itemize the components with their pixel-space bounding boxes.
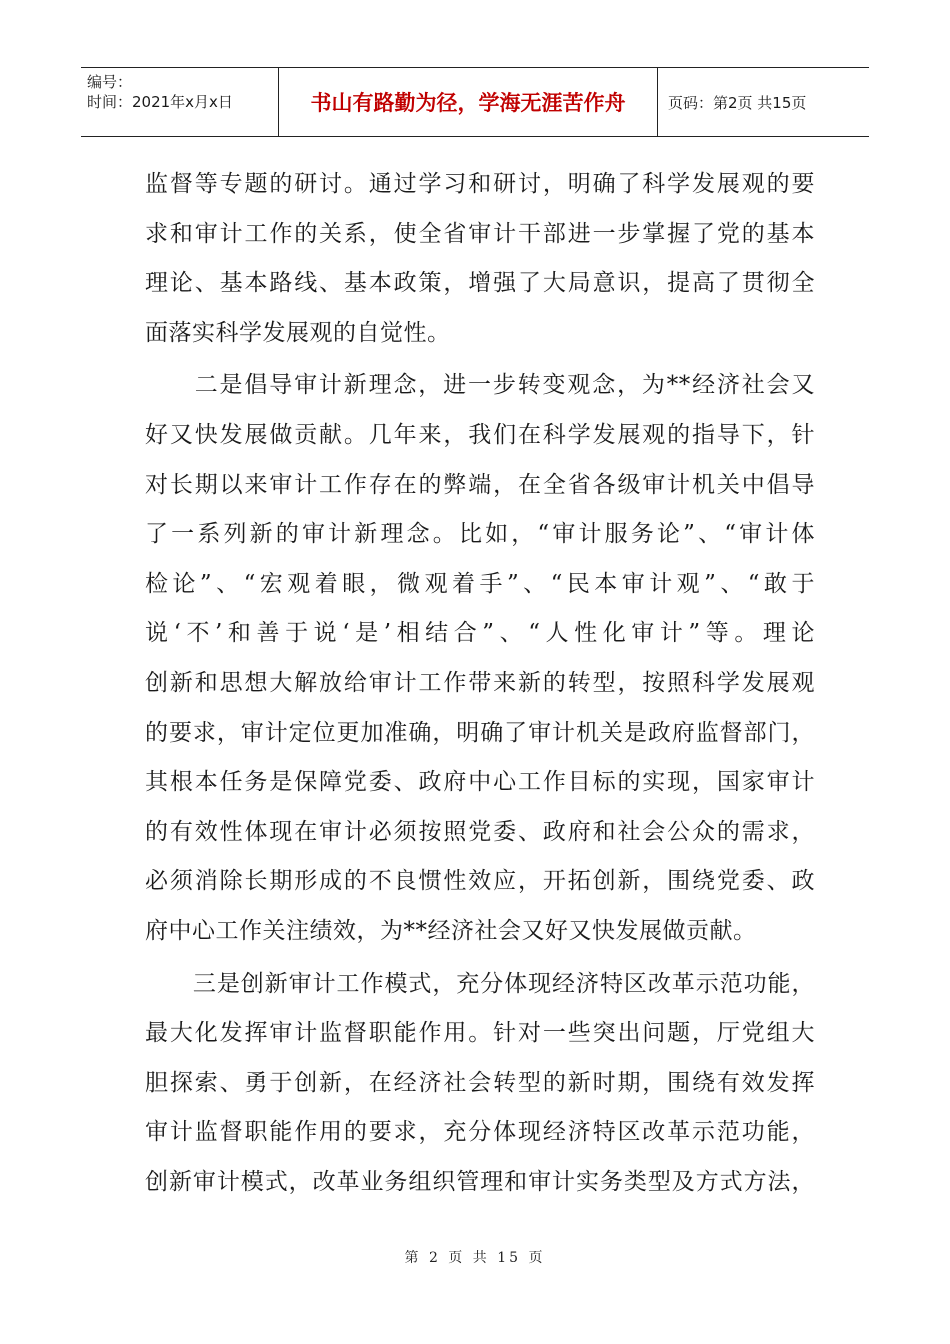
body-line: 了一系列新的审计新理念。比如，“审计服务论”、“审计体 <box>145 521 815 548</box>
body-line: 说‘不’和善于说‘是’相结合”、“人性化审计”等。理论 <box>145 620 815 647</box>
body-line: 的有效性体现在审计必须按照党委、政府和社会公众的需求， <box>145 818 815 845</box>
body-line: 府中心工作关注绩效，为**经济社会又好又快发展做贡献。 <box>145 917 757 944</box>
body-line: 的要求，审计定位更加准确，明确了审计机关是政府监督部门， <box>145 719 815 746</box>
body-line: 审计监督职能作用的要求，充分体现经济特区改革示范功能， <box>145 1119 815 1146</box>
document-date: 时间：2021年x月x日 <box>87 93 233 111</box>
body-line: 好又快发展做贡献。几年来，我们在科学发展观的指导下，针 <box>145 421 815 448</box>
body-line: 二是倡导审计新理念，进一步转变观念，为**经济社会又 <box>145 372 815 399</box>
document-number-label: 编号： <box>87 73 133 91</box>
document-body <box>145 160 815 1207</box>
page-footer: 第 2 页 共 15 页 <box>404 1250 546 1266</box>
body-line: 监督等专题的研讨。通过学习和研讨，明确了科学发展观的要 <box>145 171 815 197</box>
body-line: 求和审计工作的关系，使全省审计干部进一步掌握了党的基本 <box>145 220 815 247</box>
header-motto: 书山有路勤为径，学海无涯苦作舟 <box>279 68 658 136</box>
body-line: 面落实科学发展观的自觉性。 <box>145 319 451 346</box>
body-line: 对长期以来审计工作存在的弊端，在全省各级审计机关中倡导 <box>145 471 815 498</box>
body-line: 检论”、“宏观着眼，微观着手”、“民本审计观”、“敢于 <box>145 570 815 597</box>
page-header <box>81 67 869 137</box>
header-meta <box>81 68 279 136</box>
body-line: 创新审计模式，改革业务组织管理和审计实务类型及方式方法， <box>145 1168 815 1195</box>
body-line: 最大化发挥审计监督职能作用。针对一些突出问题，厅党组大 <box>145 1020 815 1047</box>
body-line: 理论、基本路线、基本政策，增强了大局意识，提高了贯彻全 <box>145 270 815 297</box>
header-page-info: 页码：第2页 共15页 <box>668 93 807 112</box>
body-line: 胆探索、勇于创新，在经济社会转型的新时期，围绕有效发挥 <box>145 1069 815 1096</box>
body-line: 必须消除长期形成的不良惯性效应，开拓创新，围绕党委、政 <box>145 868 815 895</box>
body-line: 创新和思想大解放给审计工作带来新的转型，按照科学发展观 <box>145 669 815 696</box>
body-line: 其根本任务是保障党委、政府中心工作目标的实现，国家审计 <box>145 769 815 796</box>
body-line: 三是创新审计工作模式，充分体现经济特区改革示范功能， <box>145 970 815 997</box>
